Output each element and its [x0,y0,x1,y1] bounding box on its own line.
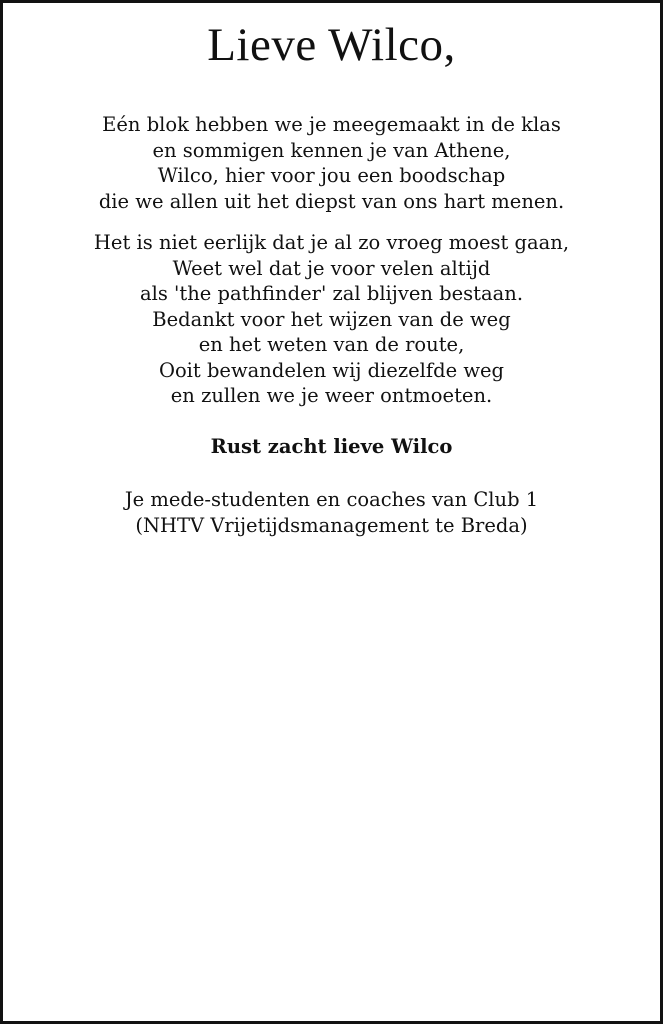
poem-line: en zullen we je weer ontmoeten. [170,384,493,407]
card-title: Lieve Wilco, [207,19,456,71]
poem-line: Wilco, hier voor jou een boodschap [157,164,506,187]
signature-block [3,487,660,539]
poem-line: en sommigen kennen je van Athene, [152,138,511,162]
poem-line: Ooit bewandelen wij diezelfde weg [158,358,505,382]
signature-line: (NHTV Vrijetijdsmanagement te Breda) [135,514,528,537]
poem-line: Eén blok hebben we je meegemaakt in de klas [102,113,561,136]
poem-line: Bedankt voor het wijzen van de weg [152,307,511,331]
poem-stanza-2 [3,230,660,409]
closing-line: Rust zacht lieve Wilco [210,434,453,458]
poem-line: Het is niet eerlijk dat je al zo vroeg moest gaan, [93,231,570,254]
poem-line: Weet wel dat je voor velen altijd [172,256,491,280]
poem-stanza-1 [3,112,660,214]
poem-line: als 'the pathfinder' zal blijven bestaan. [139,282,524,305]
signature-line: Je mede-studenten en coaches van Club 1 [124,488,539,511]
poem-line: die we allen uit het diepst van ons hart menen. [98,189,565,213]
poem-line: en het weten van de route, [198,333,465,356]
